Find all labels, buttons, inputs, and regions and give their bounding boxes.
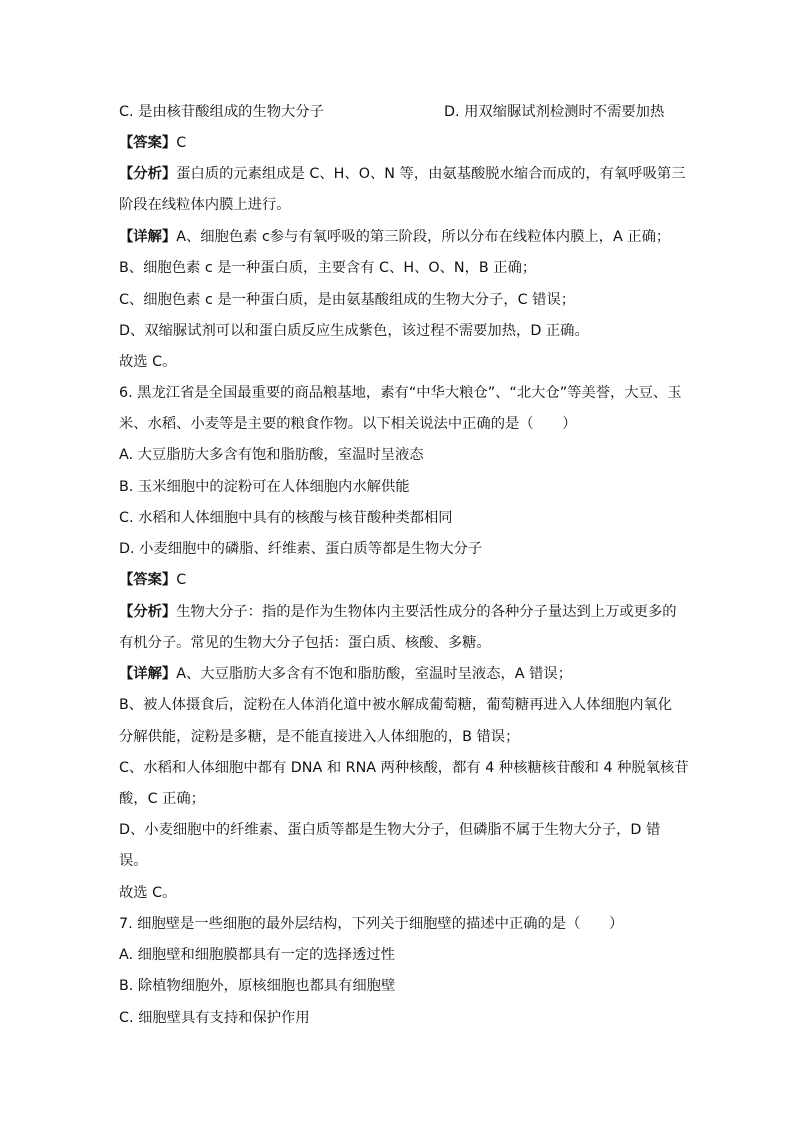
q6-conclusion: 故选 C。: [119, 885, 177, 901]
answer-tag: 【答案】: [119, 135, 177, 151]
q6-detail-line-7: 误。: [119, 853, 148, 869]
q6-analysis-line-1: [119, 602, 677, 622]
q5-detail-line-2: B、细胞色素 c 是一种蛋白质，主要含有 C、H、O、N，B 正确；: [119, 260, 537, 276]
q5-option-d: D. 用双缩脲试剂检测时不需要加热: [444, 104, 665, 120]
analysis-text: 蛋白质的元素组成是 C、H、O、N 等，由氨基酸脱水缩合而成的，有氧呼吸第三: [176, 166, 686, 182]
q5-answer: [119, 133, 186, 153]
q7-option-a: A. 细胞壁和细胞膜都具有一定的选择透过性: [119, 947, 395, 963]
q5-analysis-line-2: 阶段在线粒体内膜上进行。: [119, 197, 291, 213]
detail-tag: 【详解】: [119, 666, 177, 682]
q7-option-b: B. 除植物细胞外，原核细胞也都具有细胞壁: [119, 978, 396, 994]
analysis-tag: 【分析】: [119, 604, 177, 620]
q6-option-a: A. 大豆脂肪大多含有饱和脂肪酸，室温时呈液态: [119, 447, 424, 463]
q5-detail-line-3: C、细胞色素 c 是一种蛋白质，是由氨基酸组成的生物大分子，C 错误；: [119, 292, 576, 308]
detail-text: A、细胞色素 c参与有氧呼吸的第三阶段，所以分布在线粒体内膜上，A 正确；: [176, 229, 671, 245]
analysis-text: 生物大分子：指的是作为生物体内主要活性成分的各种分子量达到上万或更多的: [176, 604, 677, 620]
q5-detail-line-1: [119, 227, 670, 247]
q7-option-c: C. 细胞壁具有支持和保护作用: [119, 1010, 310, 1026]
q6-detail-line-4: C、水稻和人体细胞中都有 DNA 和 RNA 两种核酸，都有 4 种核糖核苷酸和 4 种脱氧核苷: [119, 760, 689, 776]
detail-text: A、大豆脂肪大多含有不饱和脂肪酸，室温时呈液态，A 错误；: [176, 666, 573, 682]
q5-analysis-line-1: [119, 164, 685, 184]
q6-option-d: D. 小麦细胞中的磷脂、纤维素、蛋白质等都是生物大分子: [119, 541, 483, 557]
q5-conclusion: 故选 C。: [119, 354, 177, 370]
q6-analysis-line-2: 有机分子。常见的生物大分子包括：蛋白质、核酸、多糖。: [119, 635, 491, 651]
q5-option-c: C. 是由核苷酸组成的生物大分子: [119, 104, 324, 120]
q6-option-b: B. 玉米细胞中的淀粉可在人体细胞内水解供能: [119, 479, 410, 495]
q6-option-c: C. 水稻和人体细胞中具有的核酸与核苷酸种类都相同: [119, 510, 453, 526]
q6-detail-line-5: 酸，C 正确；: [119, 791, 206, 807]
q6-detail-line-2: B、被人体摄食后，淀粉在人体消化道中被水解成葡萄糖，葡萄糖再进入人体细胞内氧化: [119, 697, 673, 713]
q6-detail-line-3: 分解供能，淀粉是多糖，是不能直接进入人体细胞的，B 错误；: [119, 729, 520, 745]
q6-stem-line-1: 6. 黑龙江省是全国最重要的商品粮基地，素有“中华大粮仓”、“北大仓”等美誉，大豆、玉: [119, 385, 682, 401]
answer-value: C: [176, 135, 187, 151]
analysis-tag: 【分析】: [119, 166, 177, 182]
detail-tag: 【详解】: [119, 229, 177, 245]
q6-answer: [119, 570, 186, 590]
q6-stem-line-2: 米、水稻、小麦等是主要的粮食作物。以下相关说法中正确的是（ ）: [119, 416, 577, 432]
answer-value: C: [176, 572, 187, 588]
q6-detail-line-1: [119, 664, 572, 684]
q6-detail-line-6: D、小麦细胞中的纤维素、蛋白质等都是生物大分子，但磷脂不属于生物大分子，D 错: [119, 822, 661, 838]
answer-tag: 【答案】: [119, 572, 177, 588]
q5-detail-line-4: D、双缩脲试剂可以和蛋白质反应生成紫色，该过程不需要加热，D 正确。: [119, 323, 589, 339]
q7-stem: 7. 细胞壁是一些细胞的最外层结构，下列关于细胞壁的描述中正确的是（ ）: [119, 916, 624, 932]
